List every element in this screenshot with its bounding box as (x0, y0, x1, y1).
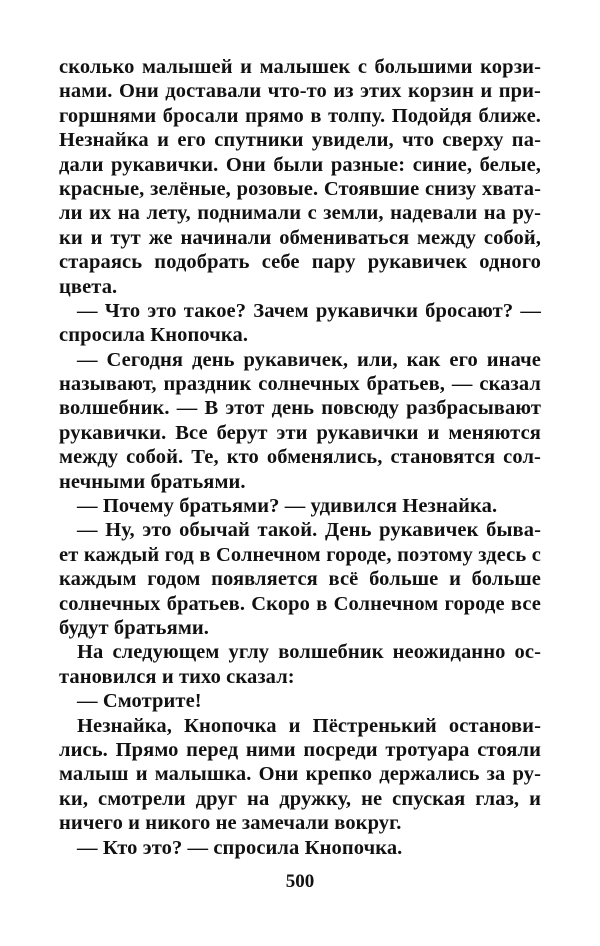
text-line: между собой. Те, кто обменялись, становятся сол- (59, 446, 541, 469)
text-line: называют, праздник солнечных братьев, — сказал (59, 373, 541, 396)
paragraph (59, 640, 541, 689)
text-line: Незнайка и его спутники увидели, что сверху па- (59, 129, 541, 152)
text-line: ли их на лету, поднимали с земли, надевали на ру- (59, 202, 541, 225)
page-number: 500 (285, 871, 315, 892)
text-line: спросила Кнопочка. (59, 324, 249, 347)
text-line: будут братьями. (59, 616, 210, 639)
paragraph (59, 55, 541, 299)
text-line: горшнями бросали прямо в толпу. Подойдя ближе. (59, 104, 541, 127)
text-line: солнечных братьев. Скоро в Солнечном городе все (59, 592, 541, 615)
text-line: нечными братьями. (59, 470, 246, 493)
text-line: Незнайка, Кнопочка и Пёстренький останови- (77, 714, 541, 737)
paragraph (59, 689, 541, 713)
text-line: малыш и малышка. Они крепко держались за ру- (59, 763, 541, 786)
text-line: каждым годом появляется всё больше и больше (59, 568, 541, 591)
text-line: дали рукавички. Они были разные: синие, белые, (59, 153, 541, 176)
text-line: — Ну, это обычай такой. День рукавичек быва- (77, 519, 541, 542)
paragraph (59, 518, 541, 640)
text-line: — Почему братьями? — удивился Незнайка. (77, 495, 498, 518)
page-body-text (59, 55, 541, 860)
text-line: ки и тут же начинали обмениваться между собой, (59, 226, 541, 249)
text-line: — Смотрите! (77, 690, 202, 713)
text-line: На следующем углу волшебник неожиданно ос- (77, 641, 541, 664)
text-line: тановился и тихо сказал: (59, 665, 295, 688)
paragraph (59, 299, 541, 348)
text-line: лись. Прямо перед ними посреди тротуара стояли (59, 738, 541, 761)
text-line: рукавички. Все берут эти рукавички и меняются (59, 421, 541, 444)
text-line: ет каждый год в Солнечном городе, поэтому здесь с (59, 543, 541, 566)
text-line: нами. Они доставали что-то из этих корзин и при- (59, 80, 541, 103)
text-line: волшебник. — В этот день повсюду разбрасывают (59, 397, 541, 420)
text-line: сколько малышей и малышек с большими корзи- (59, 56, 541, 78)
paragraph (59, 494, 541, 518)
text-line: цвета. (59, 275, 118, 298)
text-line: — Кто это? — спросила Кнопочка. (77, 836, 403, 859)
text-line: ничего и никого не замечали вокруг. (59, 812, 402, 835)
text-line: — Что это такое? Зачем рукавички бросают? — (77, 299, 541, 322)
paragraph (59, 714, 541, 836)
text-line: красные, зелёные, розовые. Стоявшие снизу хвата- (59, 177, 541, 200)
paragraph (59, 348, 541, 494)
text-line: ки, смотрели друг на дружку, не спуская глаз, и (59, 787, 541, 810)
text-line: — Сегодня день рукавичек, или, как его иначе (77, 348, 541, 371)
text-line: стараясь подобрать себе пару рукавичек одного (59, 251, 541, 274)
paragraph (59, 836, 541, 860)
